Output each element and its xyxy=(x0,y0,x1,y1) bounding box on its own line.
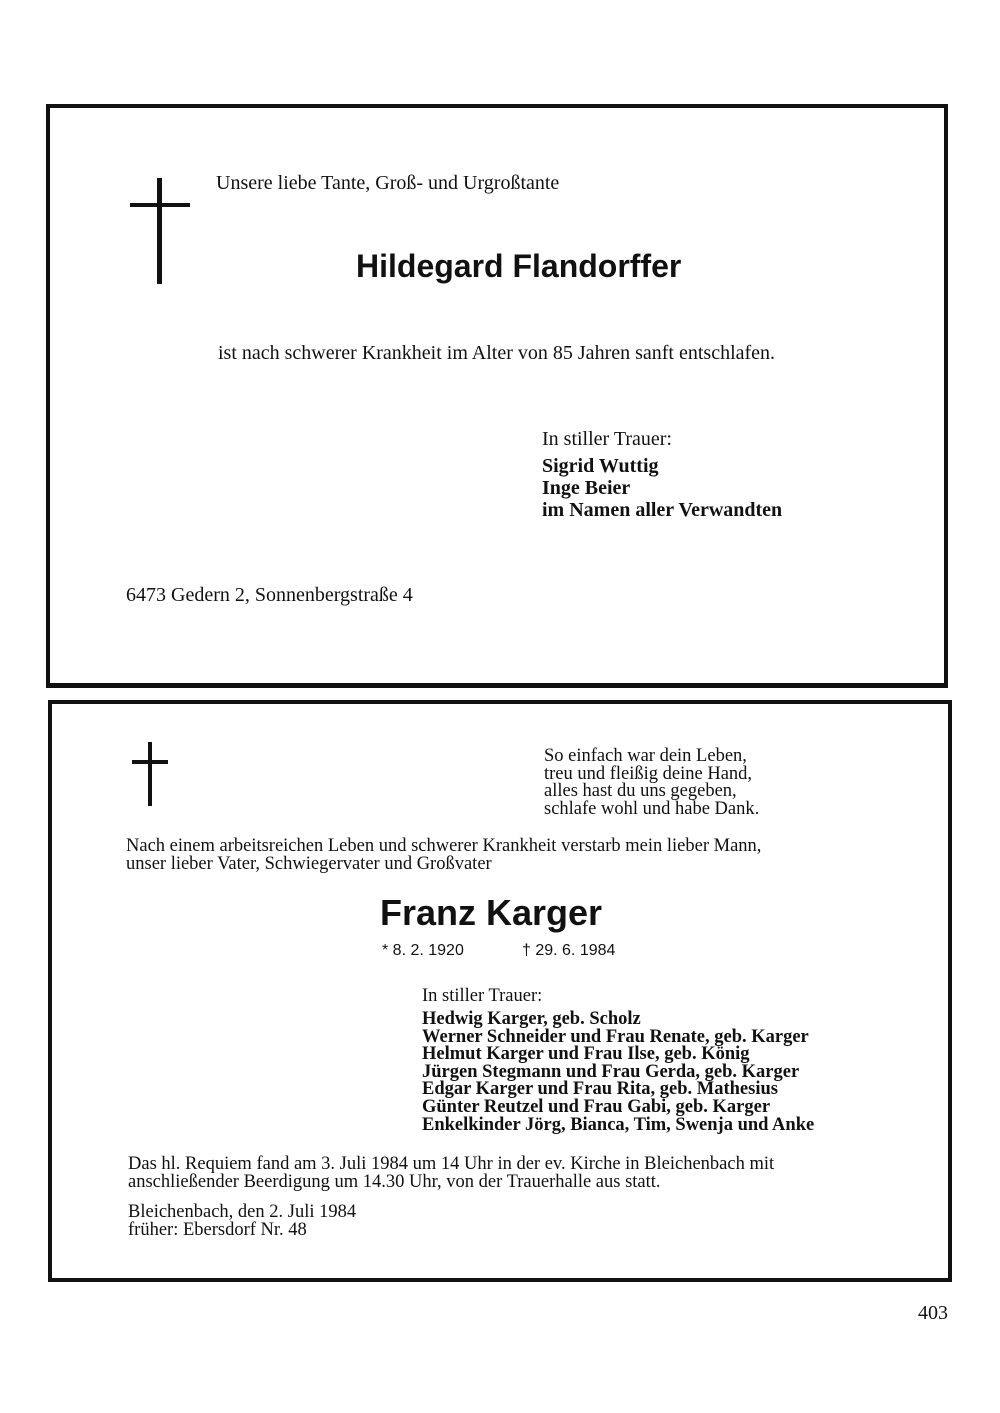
address: 6473 Gedern 2, Sonnenbergstraße 4 xyxy=(126,584,413,606)
intro-line: unser lieber Vater, Schwiegervater und Großvater xyxy=(126,853,492,874)
poem xyxy=(544,748,759,818)
mourner: Werner Schneider und Frau Renate, geb. Karger xyxy=(422,1026,809,1047)
mourner: Helmut Karger und Frau Ilse, geb. König xyxy=(422,1044,750,1065)
poem-line: So einfach war dein Leben, xyxy=(544,746,747,766)
death-date: † 29. 6. 1984 xyxy=(522,942,616,959)
requiem-info xyxy=(128,1156,774,1191)
requiem-line: Das hl. Requiem fand am 3. Juli 1984 um 14 Uhr in der ev. Kirche in Bleichenbach mit xyxy=(128,1154,775,1174)
mourners-list xyxy=(542,455,782,521)
notice-message: ist nach schwerer Krankheit im Alter von 85 Jahren sanft entschlafen. xyxy=(218,342,776,364)
mourner: Edgar Karger und Frau Rita, geb. Mathesius xyxy=(422,1079,778,1100)
page-number: 403 xyxy=(918,1302,948,1324)
mourner: Enkelkinder Jörg, Bianca, Tim, Swenja und Anke xyxy=(422,1114,815,1135)
place-and-date xyxy=(128,1204,356,1239)
mourner: Inge Beier xyxy=(542,477,631,499)
obituary-notice-flandorffer xyxy=(46,104,948,688)
former-address-line: früher: Ebersdorf Nr. 48 xyxy=(128,1219,307,1240)
mourner: im Namen aller Verwandten xyxy=(542,499,783,521)
obituary-notice-karger xyxy=(48,700,952,1282)
deceased-name: Hildegard Flandorffer xyxy=(356,248,682,284)
notice-intro xyxy=(126,838,761,873)
mourning-label: In stiller Trauer: xyxy=(422,986,543,1006)
poem-line: treu und fleißig deine Hand, xyxy=(544,763,753,784)
notice-intro: Unsere liebe Tante, Groß- und Urgroßtante xyxy=(216,172,560,194)
mourners-list xyxy=(422,1011,814,1134)
cross-icon xyxy=(132,742,168,806)
place-date-line: Bleichenbach, den 2. Juli 1984 xyxy=(128,1202,357,1222)
poem-line: schlafe wohl und habe Dank. xyxy=(544,798,760,819)
mourner: Günter Reutzel und Frau Gabi, geb. Karger xyxy=(422,1096,771,1117)
mourner: Jürgen Stegmann und Frau Gerda, geb. Karger xyxy=(422,1061,800,1082)
mourner: Hedwig Karger, geb. Scholz xyxy=(422,1009,641,1029)
intro-line: Nach einem arbeitsreichen Leben und schwerer Krankheit verstarb mein lieber Mann, xyxy=(126,836,762,856)
birth-date: * 8. 2. 1920 xyxy=(382,942,464,959)
deceased-name: Franz Karger xyxy=(380,892,603,933)
poem-line: alles hast du uns gegeben, xyxy=(544,781,737,802)
requiem-line: anschließender Beerdigung um 14.30 Uhr, von der Trauerhalle aus statt. xyxy=(128,1171,661,1192)
mourner: Sigrid Wuttig xyxy=(542,455,659,477)
mourning-label: In stiller Trauer: xyxy=(542,428,672,450)
cross-icon xyxy=(130,178,190,284)
